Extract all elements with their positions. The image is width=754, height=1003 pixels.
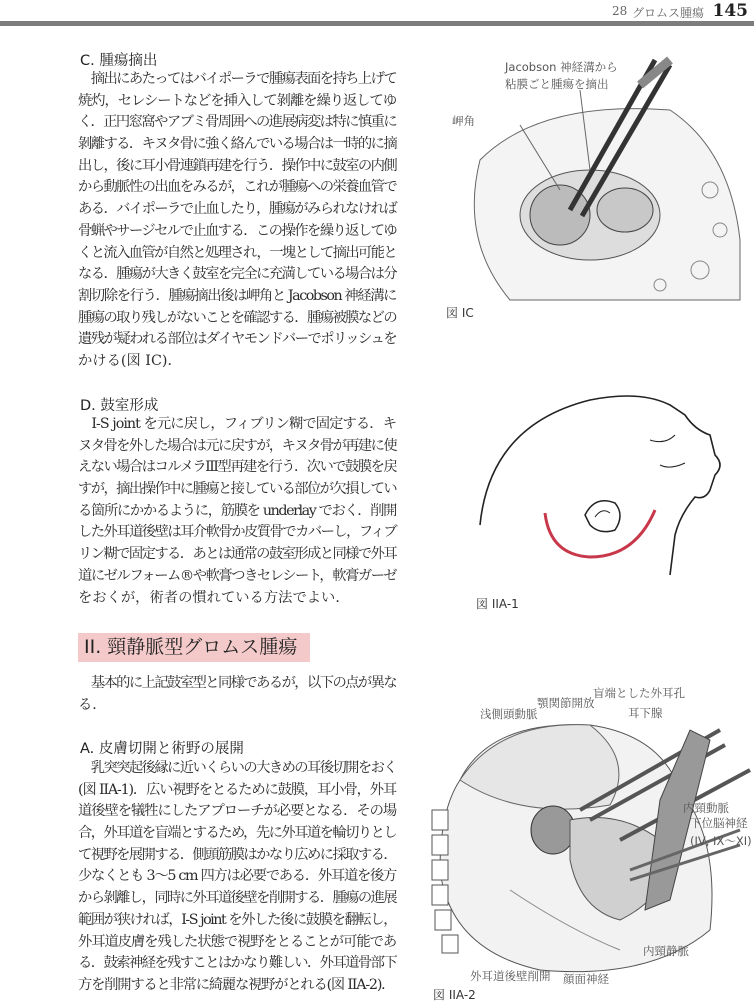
heading-a: A. 皮膚切開と術野の展開 [80,741,244,757]
text-line: 腫瘍の取り残しがないことを確認する．腫瘍被膜などの [78,309,396,326]
paragraph-c [78,69,396,373]
figure-iia2-caption: 図 IIA-2 [433,988,476,1002]
label-eac-wall: 外耳道後壁削開 [470,969,551,983]
text-line: 基本的に上記鼓室型と同様であるが，以下の点が異な [78,675,396,691]
heading-c: C. 腫瘍摘出 [80,53,158,69]
figure-ic-caption: 図 IC [446,306,474,320]
text-line: 範囲が狭ければ，I-S joint を外した後に鼓膜を翻転し， [78,911,396,928]
paragraph-a [78,758,396,997]
chapter-title: グロムス腫瘍 [632,6,705,20]
label-lower-cn-numbers: (IV, IX〜XI) [690,834,752,848]
text-line: 道後壁を犠牲にしたアプローチが必要となる．その場 [78,803,396,820]
text-line: 割切除を行う．腫瘍摘出後は岬角と Jacobson 神経溝に [78,287,396,304]
label-tmj: 顎関節開放 [537,696,595,710]
text-line: 外耳道皮膚を残した状態で視野をとることが可能であ [78,933,396,950]
label-jacobson-2: 粘膜ごと腫瘍を摘出 [505,77,609,91]
label-jacobson-1: Jacobson 神経溝から [505,60,618,74]
page-number: 145 [712,1,748,21]
text-line: 遺残が疑われる部位はダイヤモンドバーでポリッシュを [78,331,396,348]
text-line: ヌタ骨を外した場合は元に戻すが，キヌタ骨が再建に使 [78,437,396,454]
text-line: 少なくとも 3〜5 cm 四方は必要である．外耳道を後方 [78,868,396,885]
text-line: て視野を展開する．側頭筋膜はかなり広めに採取する． [78,846,396,863]
text-line: る．鼓索神経を残すことはかなり難しい．外耳道骨部下 [78,955,396,972]
text-line: 骨蝋やサージセルで止血する．この操作を繰り返してゆ [78,222,396,239]
text-line: 出し，後に耳小骨連鎖再建を行う．操作中に鼓室の内側 [78,157,396,174]
label-ijv: 内頸静脈 [643,944,689,958]
text-line: 合，外耳道を盲端とするため，先に外耳道を輪切りとし [78,825,396,842]
label-parotid: 耳下腺 [628,706,663,720]
label-facial-nerve: 顔面神経 [563,972,609,986]
text-line: すが，摘出操作中に腫瘍と接している部位が欠損してい [78,481,396,498]
header-rule [0,21,754,26]
text-line: をおくが，術者の慣れている方法でよい． [78,589,350,606]
text-line: えない場合はコルメラⅢ型再建を行う．次いで鼓膜を戻 [78,459,396,476]
label-promontory: 岬角 [452,114,475,128]
text-line: 剝離する．キヌタ骨に強く絡んでいる場合は一時的に摘 [78,136,396,153]
paragraph-d [78,414,396,609]
section-heading-ii: II. 頸静脈型グロムス腫瘍 [78,633,310,662]
text-line: リン糊で固定する．あとは通常の鼓室形成と同様で外耳 [78,546,396,563]
text-line: かける(図 IC)． [78,352,182,369]
text-line: した外耳道後壁は耳介軟骨か皮質骨でカバーし，フィブ [78,524,396,541]
label-blind-ear-canal: 盲端とした外耳孔 [593,686,685,700]
figure-iia1-illustration [470,385,740,580]
text-line: 乳突突起後縁に近いくらいの大きめの耳後切開をおく [78,760,396,776]
text-line: (図 IIA-1)．広い視野をとるために鼓膜，耳小骨，外耳 [78,781,396,798]
incision-line [545,510,655,557]
figure-iia1-caption: 図 IIA-1 [476,597,519,611]
chapter-number: 28 [612,4,628,18]
text-line: から剝離し，同時に外耳道後壁を削開する．腫瘍の進展 [78,890,396,907]
text-line: 道にゼルフォーム®や軟膏つきセレシート，軟膏ガーゼ [78,567,396,584]
text-line: から動脈性の出血をみるが，これが腫瘍への栄養血管で [78,179,396,196]
text-line: なる．腫瘍が大きく鼓室を完全に充満している場合は分 [78,266,396,283]
paragraph-ii [78,673,396,716]
text-line: く．正円窓窩やアブミ骨周囲への進展病変は特に慎重に [78,114,396,131]
text-line: 方を削開すると非常に綺麗な視野がとれる(図 IIA-2)． [78,976,395,993]
heading-d: D. 鼓室形成 [80,398,159,414]
label-ica: 内頸動脈 [683,801,729,815]
label-sta: 浅側頭動脈 [480,707,538,721]
label-lower-cn: 下位脳神経 [690,816,748,830]
text-line: ある．バイポーラで止血したり，腫瘍がみられなければ [78,201,396,218]
text-line: I-S joint を元に戻し，フィブリン糊で固定する．キ [78,416,396,432]
text-line: 焼灼，セレシートなどを挿入して剝離を繰り返してゆ [78,92,396,109]
text-line: 摘出にあたってはバイポーラで腫瘍表面を持ち上げて [78,71,396,87]
text-line: くと流入血管が自然と処理され，一塊として摘出可能と [78,244,396,261]
text-line: る． [78,696,107,713]
text-line: る箇所にかかるように，筋膜を underlay でおく．削開 [78,502,396,519]
